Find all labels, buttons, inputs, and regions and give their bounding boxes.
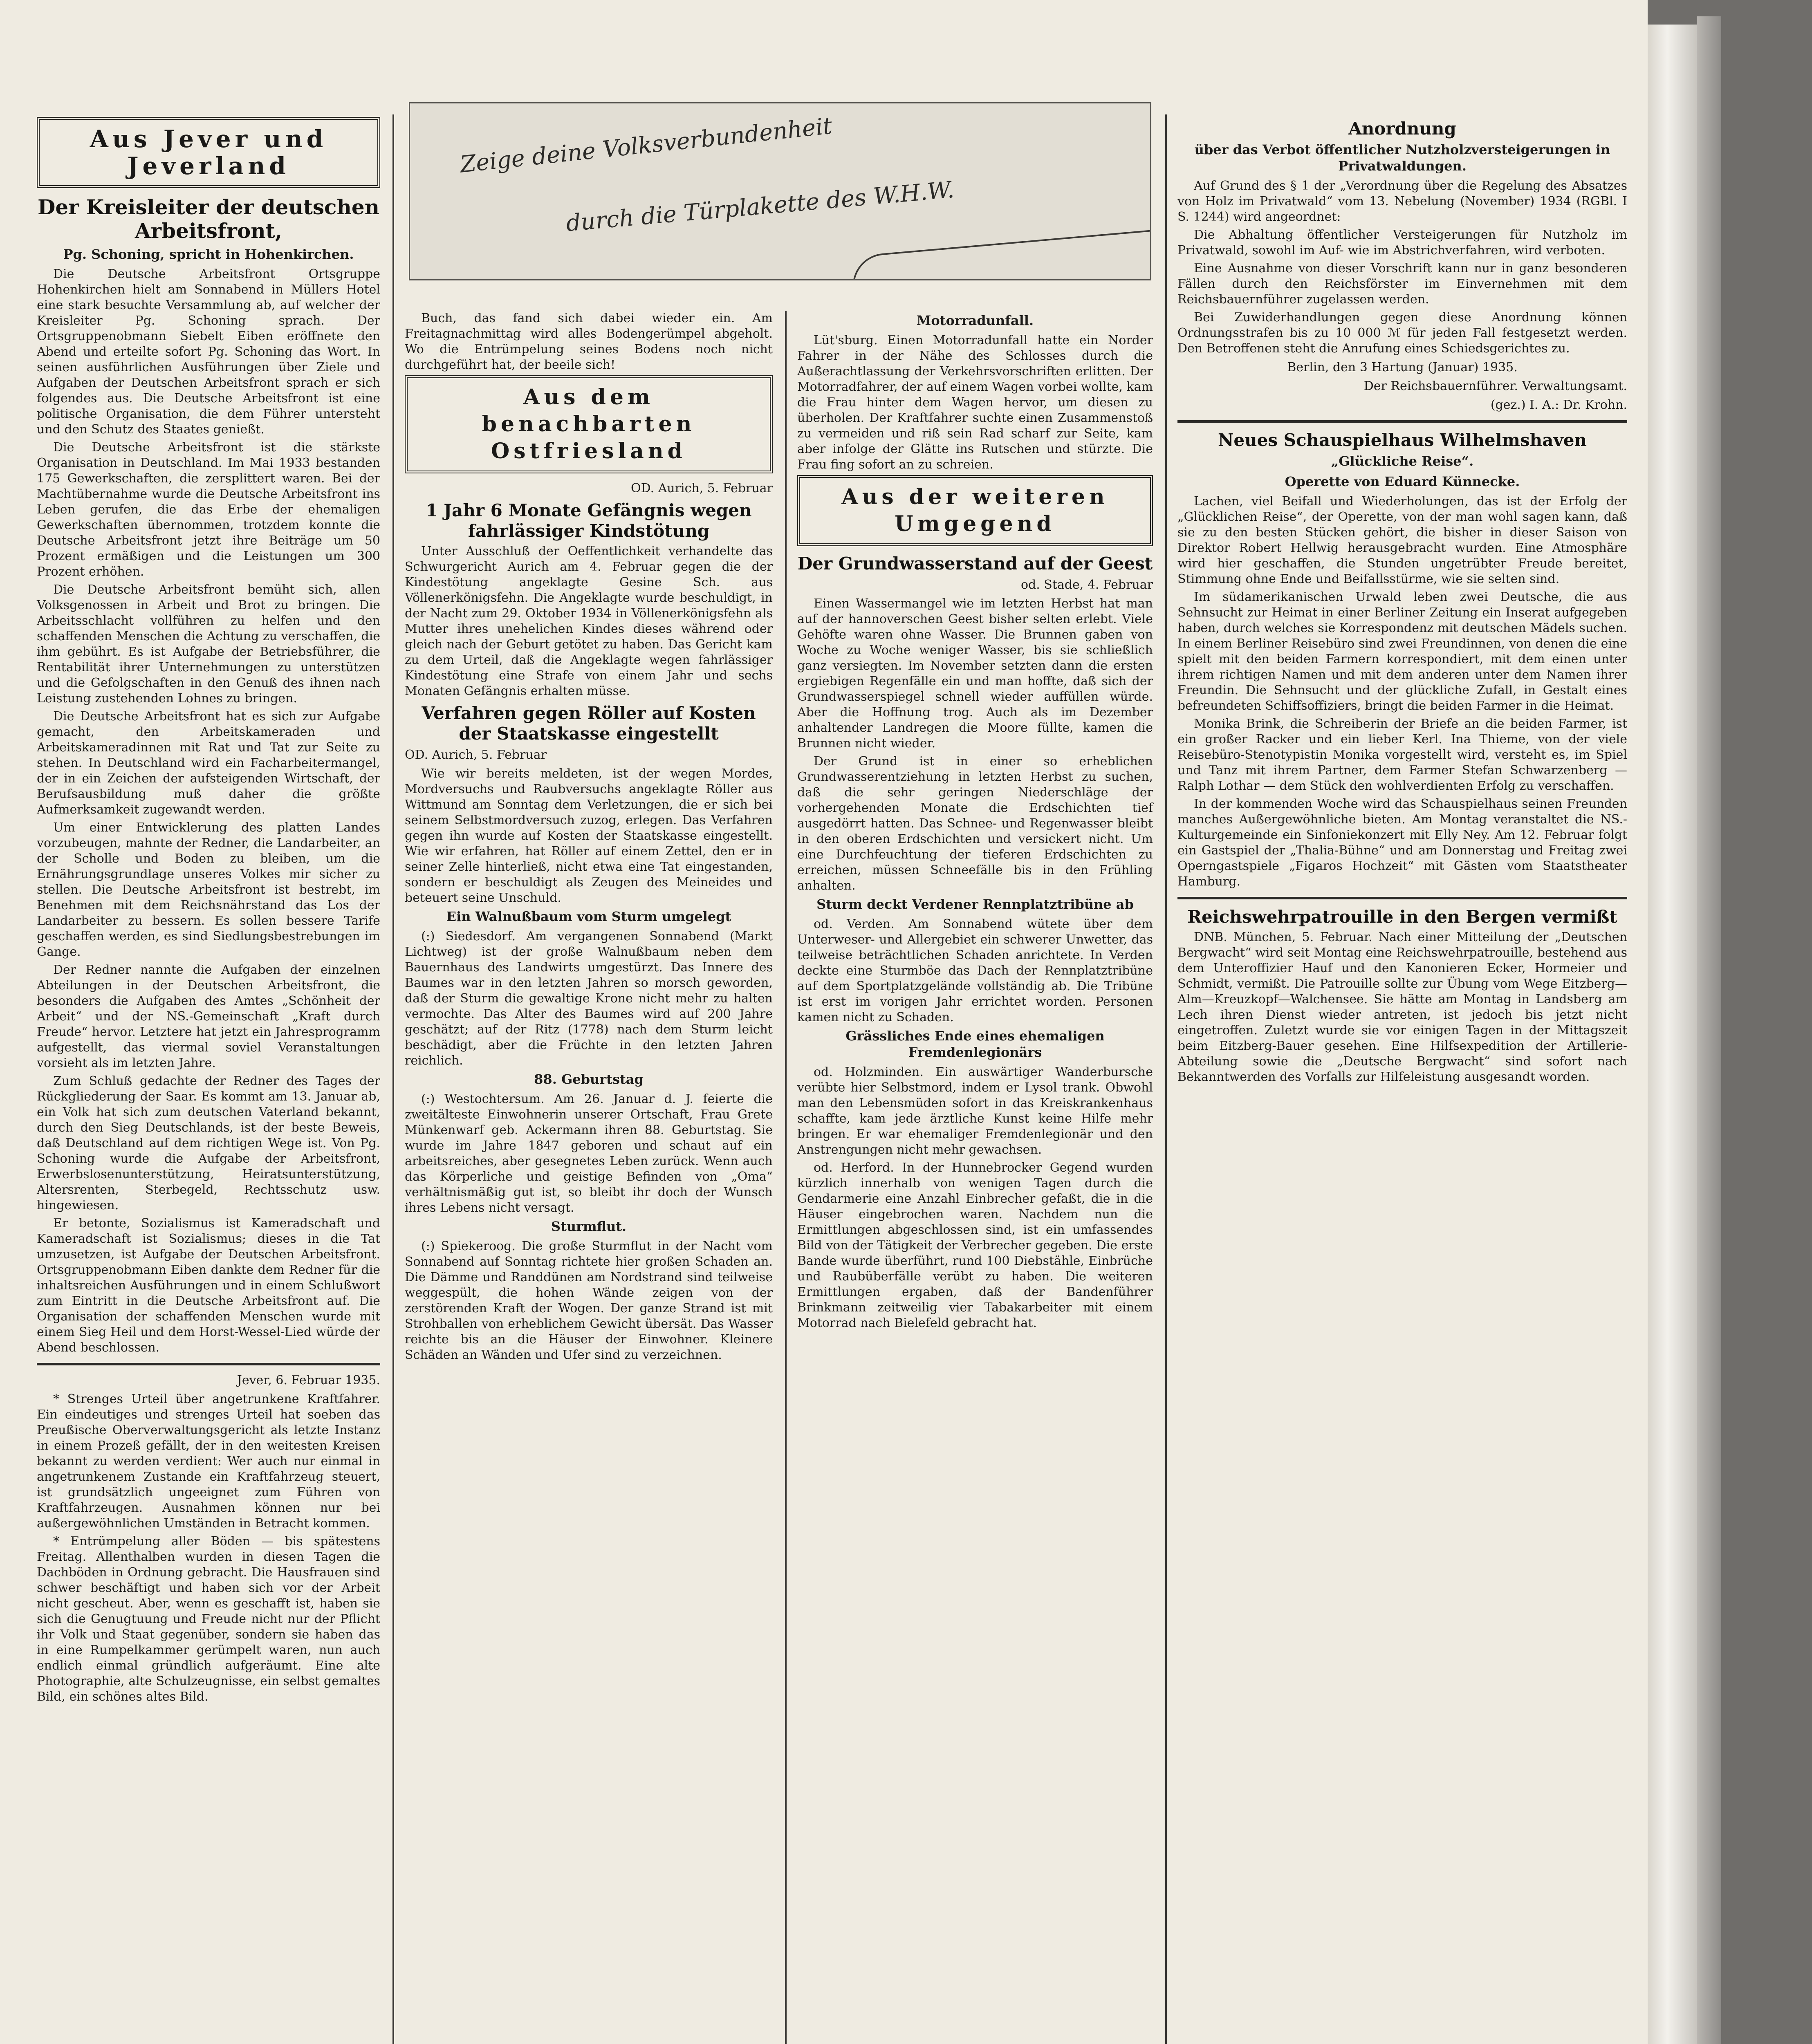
article-paragraph: In der kommenden Woche wird das Schauspielhaus seinen Freunden manches Außergewöhnliche bieten. Am Montag veranstaltet die NS.-Kulturgemeinde ein Sinfoniekonzert mit Elly Ney. Am 12. Februar folgt ein Gastspiel der „Thalia-Bühne“ und am Donnerstag und Freitag zwei Operngastspiele „Figaros Hochzeit“ mit Gästen vom Staatstheater Hamburg.: [1177, 797, 1627, 889]
article-paragraph: DNB. München, 5. Februar. Nach einer Mitteilung der „Deutschen Bergwacht“ wird seit Montag eine Reichswehrpatrouille, bestehend aus dem Unteroffizier Hauf und den Kanonieren Ecker, Hormeier und Schmidt, vermißt. Die Patrouille sollte zur Übung vom Wege Eitzberg—Alm—Kreuzkopf—Walchensee. Sie hätte am Montag in Landsberg am Lech ihren Dienst wieder antreten, ist jedoch bis jetzt nicht eingetroffen. Zuletzt wurde sie vor einigen Tagen in der Mittagszeit beim Eitzberg-Bauer gesehen. Eine Hilfsexpedition der Artillerie-Abteilung sowie die „Deutsche Bergwacht“ sind sofort nach Bekanntwerden des Vorfalls zur Hilfeleistung ausgesandt worden.: [1177, 930, 1627, 1084]
whw-banner-ad: [409, 102, 1151, 280]
article-subline: „Glückliche Reise“.: [1331, 453, 1474, 469]
banner-line-1: Zeige deine Volksverbundenheit: [459, 112, 834, 178]
article-paragraph: od. Holzminden. Ein auswärtiger Wanderbursche verübte hier Selbstmord, indem er Lysol trank. Obwohl man den Lebensmüden sofort in das Kreiskrankenhaus schaffte, kam jede ärztliche Kunst keine Hilfe mehr bringen. Er war ehemaliger Fremdenlegionär und den Anstrengungen nicht mehr gewachsen.: [797, 1065, 1153, 1157]
article-paragraph: (:) Westochtersum. Am 26. Januar d. J. feierte die zweitälteste Einwohnerin unserer Ortschaft, Frau Grete Münkenwarf geb. Ackermann ihren 88. Geburtstag. Sie wurde im Jahre 1847 geboren und schaut auf ein arbeitsreiches, aber gesegnetes Leben zurück. Wenn auch das Körperliche und geistige Befinden von „Oma“ verhältnismäßig gut ist, so bleibt ihr doch der Wunsch ihres Lebens nicht versagt.: [405, 1092, 773, 1215]
article-headline: Anordnung: [1348, 119, 1456, 139]
article-headline: Reichswehrpatrouille in den Bergen vermißt: [1187, 907, 1617, 927]
dateline: OD. Aurich, 5. Februar: [405, 748, 547, 762]
section-box-jever: [37, 117, 380, 188]
column-ostfriesland: [405, 311, 773, 1365]
column-rule: [392, 114, 394, 2044]
article-subhead: Ein Walnußbaum vom Sturm umgelegt: [446, 909, 731, 924]
article-paragraph: Einen Wassermangel wie im letzten Herbst hat man auf der hannoverschen Geest bisher selten erlebt. Viele Gehöfte waren ohne Wasser. Die Brunnen gaben von Woche zu Woche weniger Wasser, bis sie schließlich ganz versiegten. Im November setzten dann die ersten ergiebigen Regenfälle ein und man hoffte, daß sich der Grundwasserspiegel schnell wieder auffüllen würde. Aber die Hoffnung trog. Auch als im Dezember anhaltender Landregen die Moore füllte, kamen die Brunnen nicht wieder.: [797, 596, 1153, 751]
article-paragraph: Lüt'sburg. Einen Motorradunfall hatte ein Norder Fahrer in der Nähe des Schlosses durch die Außerachtlassung der Verkehrsvorschriften erlitten. Der Motorradfahrer, der auf einem Wagen vorbei wollte, kam die Frau hinter dem Wagen hervor, um diesen zu überholen. Der Kraftfahrer suchte einen Zusammenstoß zu vermeiden und riß sein Rad scharf zur Seite, kam aber infolge der Glätte ins Rutschen und stürzte. Die Frau fing sofort an zu schreien.: [797, 333, 1153, 472]
article-paragraph: (:) Siedesdorf. Am vergangenen Sonnabend (Markt Lichtweg) ist der große Walnußbaum neben dem Bauernhaus des Landwirts umgestürzt. Das Innere des Baumes war in den letzten Jahren so morsch geworden, daß der Sturm die gewaltige Krone nicht mehr zu halten vermochte. Das Alter des Baumes wird auf 200 Jahre geschätzt; auf der Ritz (1778) nach dem Sturm leicht beschädigt, aber die Früchte in den letzten Jahren reichlich.: [405, 929, 773, 1068]
article-subline: über das Verbot öffentlicher Nutzholzversteigerungen in Privatwaldungen.: [1194, 142, 1610, 174]
article-paragraph: Buch, das fand sich dabei wieder ein. Am Freitagnachmittag wird alles Bodengerümpel abgeholt. Wo die Entrümpelung seines Bodens noch nicht durchgeführt hat, der beeile sich!: [405, 311, 773, 372]
article-headline: Der Grundwasserstand auf der Geest: [797, 554, 1153, 574]
dateline: OD. Aurich, 5. Februar: [631, 481, 773, 495]
section-title: Aus der weiteren Umgegend: [841, 484, 1109, 536]
banner-ribbon: [850, 196, 1151, 280]
column-jever: [37, 114, 380, 1707]
section-title: Aus Jever und Jeverland: [90, 125, 327, 180]
article-paragraph: Monika Brink, die Schreiberin der Briefe an die beiden Farmer, ist ein großer Racker und ein lieber Kerl. Ina Thieme, von der viele Reisebüro-Stenotypistin Monika vorgestellt wird, versteht es, im Spiel und Tanz mit ihrem Partner, dem Farmer Stefan Schwarzenberg — Ralph Lothar — dem Stück den wohlverdienten Erfolg zu verschaffen.: [1177, 717, 1627, 793]
article-paragraph: Im südamerikanischen Urwald leben zwei Deutsche, die aus Sehnsucht zur Heimat in einer Berliner Zeitung ein Inserat aufgegeben haben, durch welches sie Korrespondenz mit deutschen Mädels suchen. In einem Berliner Reisebüro sind zwei Freundinnen, von denen die eine spielt mit den beiden Farmern korrespondiert, mit dem einen unter ihrem richtigen Namen und mit dem anderen unter dem Namen ihrer Freundin. Die Sehnsucht und der glückliche Zufall, in Gestalt eines befreundeten Schiffsoffiziers, bringt die beiden Farmer in die Heimat.: [1177, 590, 1627, 713]
column-rule: [785, 311, 787, 2044]
article-paragraph: od. Verden. Am Sonnabend wütete über dem Unterweser- und Allergebiet ein schwerer Unwetter, das teilweise beträchtlichen Schaden anrichtete. In Verden deckte eine Sturmböe das Dach der Rennplatztribüne auf dem Sportplatzgelände vollständig ab. Die Tribüne ist erst im vorigen Jahr errichtet worden. Personen kamen nicht zu Schaden.: [797, 917, 1153, 1024]
article-paragraph: * Entrümpelung aller Böden — bis spätestens Freitag. Allenthalben wurden in diesen Tagen die Dachböden in Ordnung gebracht. Die Hausfrauen sind schwer beschäftigt und haben sich vor der Arbeit nicht gescheut. Aber, wenn es geschafft ist, haben sie sich die Genugtuung und Freude nicht nur der Pflicht ihr Volk und Staat gegenüber, sondern sie haben das in eine Rumpelkammer gerümpelt waren, nun auch endlich einmal gründlich aufgeräumt. Eine alte Photographie, alte Schulzeugnisse, ein selbst gemaltes Bild, ein schönes altes Bild.: [37, 1534, 380, 1704]
article-headline: Verfahren gegen Röller auf Kosten der Staatskasse eingestellt: [422, 703, 756, 744]
article-paragraph: Bei Zuwiderhandlungen gegen diese Anordnung können Ordnungsstrafen bis zu 10 000 ℳ für jeden Fall festgesetzt werden. Den Betroffenen steht die Anrufung eines Schiedsgerichtes zu.: [1177, 310, 1627, 356]
article-paragraph: od. Herford. In der Hunnebrocker Gegend wurden kürzlich innerhalb von wenigen Tagen durch die Gendarmerie eine Anzahl Einbrecher gefaßt, die in die Häuser eingebrochen waren. Nachdem nun die Ermittlungen abgeschlossen sind, ist ein umfassendes Bild von der Tätigkeit der Verbrecher gegeben. Die erste Bande wurde überführt, rund 100 Diebstähle, Einbrüche und Raubüberfälle verübt zu haben. Die weiteren Ermittlungen ergaben, daß der Bandenführer Brinkmann zeitweilig vier Tabakarbeiter mit einem Motorrad nach Bielefeld gebracht hat.: [797, 1161, 1153, 1330]
article-subhead: Sturm deckt Verdener Rennplatztribüne ab: [816, 896, 1134, 912]
article-paragraph: Lachen, viel Beifall und Wiederholungen, das ist der Erfolg der „Glücklichen Reise“, der Operette, von der man wohl sagen kann, daß sie zu den besten Stücken gehört, die bisher in dieser Saison von Direktor Robert Hellwig herausgebracht wurden. Eine Atmosphäre wird hier geschaffen, die Stunden ungetrübter Freude bereitet, Stimmung ohne Ende und Beifallsstürme, wie sie selten sind.: [1177, 494, 1627, 586]
article-paragraph: Um einer Entwicklerung des platten Landes vorzubeugen, mahnte der Redner, die Landarbeiter, an der Scholle und Boden zu bleiben, um die Ernährungsgrundlage unseres Volkes mir sicher zu stellen. Die Deutsche Arbeitsfront ist bestrebt, im Benehmen mit dem Reichsnährstand das Los der Landarbeiter zu bessern. Es sollen bessere Tarife geschaffen werden, es sind Siedlungsbestrebungen im Gange.: [37, 820, 380, 959]
article-paragraph: Die Deutsche Arbeitsfront Ortsgruppe Hohenkirchen hielt am Sonnabend in Müllers Hotel eine stark besuchte Versammlung ab, auf welcher der Kreisleiter Pg. Schoning sprach. Der Ortsgruppenobmann Siebelt Eiben eröffnete den Abend und erteilte sofort Pg. Schoning das Wort. In seinen ausführlichen Ausführungen über Ziele und Aufgaben der Deutschen Arbeitsfront sprach er sich folgendes aus. Die Deutsche Arbeitsfront ist eine politische Organisation, die dem Führer untersteht und den Schutz des Staates genießt.: [37, 267, 380, 437]
article-paragraph: Wie wir bereits meldeten, ist der wegen Mordes, Mordversuchs und Raubversuchs angeklagte Röller aus Wittmund am Sonntag dem Verletzungen, die er sich bei seinem Selbstmordversuch zuzog, erlegen. Das Verfahren gegen ihn wurde auf Kosten der Staatskasse eingestellt. Wie wir erfahren, hat Röller auf einem Zettel, den er in seiner Zelle hinterließ, nicht etwa eine Tat eingestanden, sondern er beschuldigt als Zeugen des Meineides und beteuert seine Unschuld.: [405, 766, 773, 905]
divider: [1177, 897, 1627, 899]
article-paragraph: (:) Spiekeroog. Die große Sturmflut in der Nacht vom Sonnabend auf Sonntag richtete hier großen Schaden an. Die Dämme und Randdünen am Nordstrand sind teilweise weggespült, die hohen Wände zeigen von der zerstörenden Kraft der Wogen. Der ganze Strand ist mit Strohballen von erheblichem Gewicht übersät. Das Wasser reichte bis an die Häuser der Einwohner. Kleinere Schäden an Wänden und Ufer sind zu verzeichnen.: [405, 1239, 773, 1362]
article-paragraph: Auf Grund des § 1 der „Verordnung über die Regelung des Absatzes von Holz im Privatwald“ vom 13. Nebelung (November) 1934 (RGBl. I S. 1244) wird angeordnet:: [1177, 179, 1627, 224]
signature-line: (gez.) I. A.: Dr. Krohn.: [1490, 398, 1627, 412]
section-box-ostfriesland: [405, 375, 773, 473]
article-paragraph: Der Redner nannte die Aufgaben der einzelnen Abteilungen in der Deutschen Arbeitsfront, die besonders die Aufgaben des Amtes „Schönheit der Arbeit“ und der NS.-Gemeinschaft „Kraft durch Freude“ hervor. Letztere hat jetzt ein Jahresprogramm aufgestellt, das viermal soviel Veranstaltungen vorsieht als im letzten Jahre.: [37, 963, 380, 1070]
article-paragraph: Der Grund ist in einer so erheblichen Grundwasserentziehung in letzten Herbst zu suchen, daß die sehr geringen Niederschläge der vorhergehenden Monate die Erdschichten tief ausgedörrt hatten. Das Schnee- und Regenwasser bleibt in den oberen Erdschichten und versickert nicht. Um eine Durchfeuchtung der tieferen Erdschichten zu erreichen, müssen Schneefälle bis in den Frühling anhalten.: [797, 754, 1153, 893]
article-paragraph: Zum Schluß gedachte der Redner des Tages der Rückgliederung der Saar. Es kommt am 13. Januar ab, ein Volk hat sich zum deutschen Vaterland bekannt, durch den Sieg Deutschlands, ist der beste Beweis, daß Deutschland auf dem richtigen Wege ist. Von Pg. Schoning wurde die Aufgabe der Arbeitsfront, Erwerbslosenunterstützung, Heiratsunterstützung, Altersrenten, Sterbegeld, Rechtsschutz usw. hingewiesen.: [37, 1074, 380, 1213]
article-paragraph: Eine Ausnahme von dieser Vorschrift kann nur in ganz besonderen Fällen durch den Reichsförster im Einvernehmen mit dem Reichsbauernführer zugelassen werden.: [1177, 261, 1627, 307]
section-title: Aus dem benachbarten Ostfriesland: [482, 385, 696, 464]
article-paragraph: Die Abhaltung öffentlicher Versteigerungen für Nutzholz im Privatwald, sowohl im Auf- wie im Abstrichverfahren, wird verboten.: [1177, 228, 1627, 258]
dateline: od. Stade, 4. Februar: [1020, 578, 1153, 592]
article-headline: 1 Jahr 6 Monate Gefängnis wegen fahrlässiger Kindstötung: [426, 500, 752, 541]
article-subhead: 88. Geburtstag: [534, 1071, 644, 1087]
article-headline: Neues Schauspielhaus Wilhelmshaven: [1218, 430, 1587, 450]
signature-line: Berlin, den 3 Hartung (Januar) 1935.: [1287, 360, 1518, 374]
article-paragraph: * Strenges Urteil über angetrunkene Kraftfahrer. Ein eindeutiges und strenges Urteil hat soeben das Preußische Oberverwaltungsgericht als letzte Instanz in einem Prozeß gefällt, der in den weitesten Kreisen bekannt zu werden verdient: Wer auch nur einmal in angetrunkenem Zustande ein Kraftfahrzeug steuert, ist grundsätzlich ungeeignet zum Führen von Kraftfahrzeugen. Ausnahmen können nur bei außergewöhnlichen Umständen in Betracht kommen.: [37, 1392, 380, 1531]
article-paragraph: Die Deutsche Arbeitsfront hat es sich zur Aufgabe gemacht, den Arbeitskameraden und Arbeitskameradinnen mit Rat und Tat zur Seite zu stehen. In Deutschland wird ein Facharbeitermangel, der in ein Zeichen der aufsteigenden Wirtschaft, der Berufsausbildung muß daher die größte Aufmerksamkeit zugewandt werden.: [37, 709, 380, 817]
book-cover-edge: [1697, 16, 1721, 2044]
article-paragraph: Die Deutsche Arbeitsfront ist die stärkste Organisation in Deutschland. Im Mai 1933 bestanden 175 Gewerkschaften, die zersplittert waren. Bei der Machtübernahme wurde die Deutsche Arbeitsfront ins Leben gerufen, die das Erbe der ehemaligen Gewerkschaften übernommen, trotzdem konnte die Deutsche Arbeitsfront jetzt ihre Beiträge um 50 Prozent ermäßigen und die Leistungen um 300 Prozent erhöhen.: [37, 440, 380, 579]
article-subhead: Sturmflut.: [551, 1219, 627, 1234]
dateline: Jever, 6. Februar 1935.: [237, 1373, 380, 1387]
article-headline: Der Kreisleiter der deutschen Arbeitsfront,: [38, 195, 379, 243]
page-stack-edge: [1648, 25, 1697, 2044]
article-subline: Operette von Eduard Künnecke.: [1285, 474, 1520, 489]
article-paragraph: Die Deutsche Arbeitsfront bemüht sich, allen Volksgenossen in Arbeit und Brot zu bringen. Die Arbeitsschlacht vollführen zu helfen und den schaffenden Menschen die Achtung zu verschaffen, die ihm gebührt. Es ist Aufgabe der Betriebsführer, die Rentabilität ihrer Unternehmungen zu unterstützen und die Gefolgschaften in den Genuß des ihnen nach Leistung zustehenden Lohnes zu bringen.: [37, 583, 380, 706]
section-box-umgegend: [797, 475, 1153, 546]
signature-line: Der Reichsbauernführer. Verwaltungsamt.: [1363, 379, 1627, 393]
article-subline: Pg. Schoning, spricht in Hohenkirchen.: [63, 247, 354, 262]
column-rule: [1165, 114, 1167, 2044]
article-subhead: Grässliches Ende eines ehemaligen Fremdenlegionärs: [845, 1028, 1105, 1060]
article-paragraph: Unter Ausschluß der Oeffentlichkeit verhandelte das Schwurgericht Aurich am 4. Februar gegen die der Kindestötung angeklagte Gesine Sch. aus Völlenerkönigsfehn. Die Angeklagte wurde beschuldigt, in der Nacht zum 29. Oktober 1934 in Völlenerkönigsfehn als Mutter ihres unehelichen Kindes dieses während oder gleich nach der Geburt getötet zu haben. Das Gericht kam zu dem Urteil, daß die Angeklagte wegen fahrlässiger Kindestötung eine Strafe von einem Jahr und sechs Monaten Gefängnis erhalten müsse.: [405, 544, 773, 698]
banner-line-2: durch die Türplakette des W.H.W.: [565, 176, 955, 237]
divider: [1177, 420, 1627, 423]
column-umgegend: [797, 311, 1153, 1334]
column-right: [1177, 114, 1627, 1087]
article-subhead: Motorradunfall.: [916, 313, 1034, 328]
divider: [37, 1363, 380, 1365]
article-paragraph: Er betonte, Sozialismus ist Kameradschaft und Kameradschaft ist Sozialismus; dieses in die Tat umzusetzen, ist Aufgabe der Deutschen Arbeitsfront. Ortsgruppenobmann Eiben dankte dem Redner für die inhaltsreichen Ausführungen und in einem Schlußwort zum Eintritt in die Deutsche Arbeitsfront auf. Die Organisation der schaffenden Menschen wurde mit einem Sieg Heil und dem Horst-Wessel-Lied würde der Abend beschlossen.: [37, 1216, 380, 1355]
